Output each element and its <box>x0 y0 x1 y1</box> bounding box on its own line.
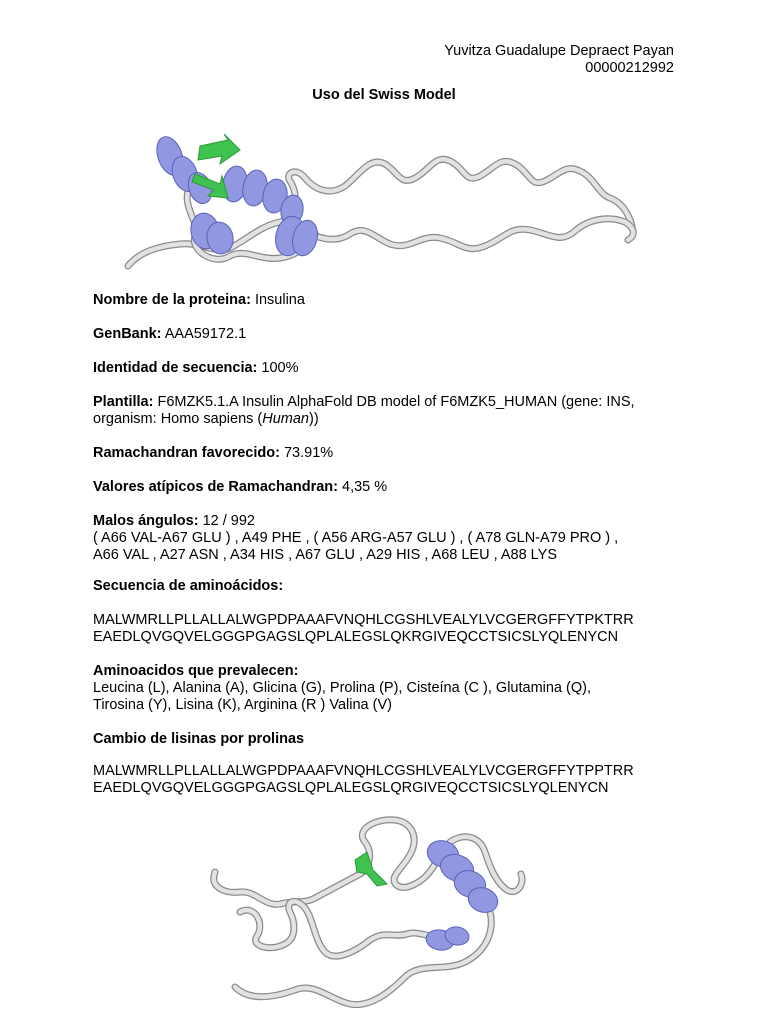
student-id: 00000212992 <box>585 60 674 76</box>
prevalent-block <box>93 663 683 714</box>
genbank-line <box>93 326 683 343</box>
protein-name-value: Insulina <box>250 292 305 308</box>
protein-structure-image-modified <box>195 812 555 1022</box>
bad-angles-list-1: ( A66 VAL-A67 GLU ) , A49 PHE , ( A56 ARG-A57 GLU ) , ( A78 GLN-A79 PRO ) , <box>93 530 619 546</box>
author-header <box>444 43 674 77</box>
prevalent-heading: Aminoacidos que prevalecen: <box>93 663 299 679</box>
bad-angles-value: 12 / 992 <box>198 513 255 529</box>
prevalent-line-2: Tirosina (Y), Lisina (K), Arginina (R ) Valina (V) <box>93 697 392 713</box>
ramachandran-favored-value: 73.91% <box>279 445 334 461</box>
identity-label: Identidad de secuencia: <box>93 360 258 376</box>
identity-line <box>93 360 683 377</box>
bad-angles-block <box>93 513 683 564</box>
prevalent-line-1: Leucina (L), Alanina (A), Glicina (G), Prolina (P), Cisteína (C ), Glutamina (Q), <box>93 680 591 696</box>
sequence-original-line-2: EAEDLQVGQVELGGGPGAGSLQPLALEGSLQKRGIVEQCCTSICSLYQLENYCN <box>93 629 619 645</box>
protein-name-label: Nombre de la proteina: <box>93 292 251 308</box>
template-label: Plantilla: <box>93 394 154 410</box>
author-name: Yuvitza Guadalupe Depraect Payan <box>444 43 674 59</box>
sequence-heading-text: Secuencia de aminoácidos: <box>93 578 284 594</box>
template-value-1: F6MZK5.1.A Insulin AlphaFold DB model of F6MZK5_HUMAN (gene: INS, <box>153 394 635 410</box>
template-value-2: organism: Homo sapiens ( <box>93 411 263 427</box>
swap-heading <box>93 731 683 748</box>
swap-heading-text: Cambio de lisinas por prolinas <box>93 731 305 747</box>
ramachandran-outliers-line <box>93 479 683 496</box>
bad-angles-list-2: A66 VAL , A27 ASN , A34 HIS , A67 GLU , A29 HIS , A68 LEU , A88 LYS <box>93 547 558 563</box>
protein-structure-image-original <box>120 126 650 276</box>
ramachandran-outliers-label: Valores atípicos de Ramachandran: <box>93 479 338 495</box>
genbank-label: GenBank: <box>93 326 162 342</box>
ramachandran-favored-label: Ramachandran favorecido: <box>93 445 280 461</box>
protein-name-line <box>93 292 683 309</box>
ramachandran-favored-line <box>93 445 683 462</box>
sequence-original-line-1: MALWMRLLPLLALLALWGPDPAAAFVNQHLCGSHLVEALYLVCGERGFFYTPKTRR <box>93 612 634 628</box>
sequence-heading <box>93 578 683 595</box>
identity-value: 100% <box>257 360 299 376</box>
template-line <box>93 394 683 428</box>
sequence-modified-line-1: MALWMRLLPLLALLALWGPDPAAAFVNQHLCGSHLVEALYLVCGERGFFYTPPTRR <box>93 763 634 779</box>
ramachandran-outliers-value: 4,35 % <box>337 479 388 495</box>
sequence-modified <box>93 763 683 797</box>
page-title: Uso del Swiss Model <box>312 87 456 103</box>
genbank-value: AAA59172.1 <box>161 326 247 342</box>
template-value-italic: Human <box>262 411 309 427</box>
template-value-3: )) <box>309 411 319 427</box>
sequence-modified-line-2: EAEDLQVGQVELGGGPGAGSLQPLALEGSLQRGIVEQCCTSICSLYQLENYCN <box>93 780 609 796</box>
bad-angles-label: Malos ángulos: <box>93 513 199 529</box>
sequence-original <box>93 612 683 646</box>
